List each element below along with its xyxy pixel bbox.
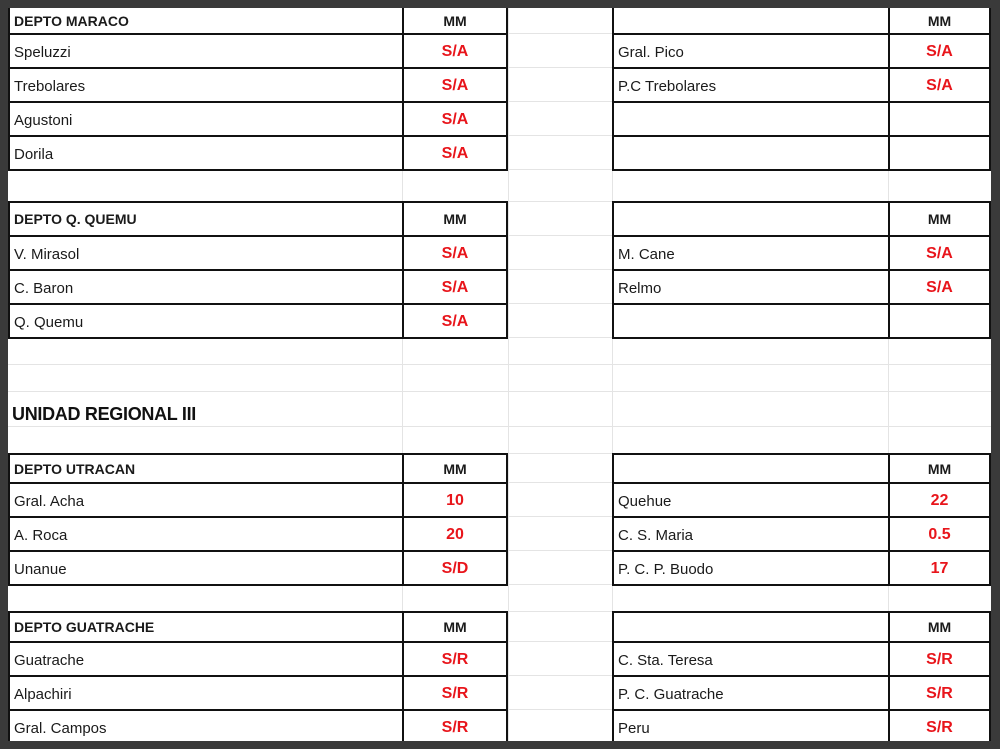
block-header (8, 201, 991, 235)
station-name: P.C Trebolares (612, 67, 890, 103)
station-name: Trebolares (8, 67, 404, 103)
dept-title: DEPTO MARACO (8, 8, 404, 35)
block-header (8, 611, 991, 641)
rain-value: S/A (402, 303, 508, 339)
station-name: A. Roca (8, 516, 404, 552)
rain-value: 10 (402, 482, 508, 518)
table-row (8, 675, 991, 709)
dept-title: DEPTO UTRACAN (8, 453, 404, 484)
spreadsheet (8, 8, 991, 741)
rain-value: S/R (402, 641, 508, 677)
station-name (612, 303, 890, 339)
table-row (8, 641, 991, 675)
rain-value: S/A (402, 67, 508, 103)
rain-value: S/A (402, 135, 508, 171)
unit-header: MM (402, 201, 508, 237)
station-name: P. C. Guatrache (612, 675, 890, 711)
right-unit-header: MM (888, 8, 991, 35)
table-row (8, 135, 991, 169)
region-title: UNIDAD REGIONAL III (12, 404, 196, 424)
rain-value: S/A (888, 235, 991, 271)
table-row (8, 550, 991, 584)
table-row (8, 67, 991, 101)
rain-value: S/A (888, 33, 991, 69)
station-name (612, 135, 890, 171)
grid-row-line (8, 364, 991, 365)
table-row (8, 101, 991, 135)
station-name: Alpachiri (8, 675, 404, 711)
grid-row-line (8, 391, 991, 392)
station-name: C. Baron (8, 269, 404, 305)
station-name: M. Cane (612, 235, 890, 271)
station-name: C. Sta. Teresa (612, 641, 890, 677)
station-name: Relmo (612, 269, 890, 305)
station-name: Gral. Campos (8, 709, 404, 741)
station-name: Gral. Acha (8, 482, 404, 518)
station-name: Unanue (8, 550, 404, 586)
rain-value: S/A (402, 101, 508, 137)
rain-value: 20 (402, 516, 508, 552)
rain-value (888, 303, 991, 339)
station-name: Quehue (612, 482, 890, 518)
unit-header: MM (402, 453, 508, 484)
rain-value: S/A (402, 235, 508, 271)
station-name: V. Mirasol (8, 235, 404, 271)
dept-title: DEPTO GUATRACHE (8, 611, 404, 643)
grid-row-line (8, 426, 991, 427)
table-row (8, 269, 991, 303)
station-name: Gral. Pico (612, 33, 890, 69)
rain-value: 0.5 (888, 516, 991, 552)
block-header (8, 8, 991, 35)
station-name: C. S. Maria (612, 516, 890, 552)
station-name: P. C. P. Buodo (612, 550, 890, 586)
station-name: Guatrache (8, 641, 404, 677)
station-name: Agustoni (8, 101, 404, 137)
station-name: Q. Quemu (8, 303, 404, 339)
rain-value: S/D (402, 550, 508, 586)
rain-value: S/R (888, 709, 991, 741)
rain-value: S/R (888, 675, 991, 711)
table-row (8, 33, 991, 67)
rain-value: S/A (402, 269, 508, 305)
rain-value: S/A (888, 67, 991, 103)
dept-title: DEPTO Q. QUEMU (8, 201, 404, 237)
station-name: Peru (612, 709, 890, 741)
right-header-blank (612, 611, 890, 643)
table-row (8, 303, 991, 337)
table-row (8, 235, 991, 269)
station-name: Dorila (8, 135, 404, 171)
unit-header: MM (402, 611, 508, 643)
right-header-blank (612, 8, 890, 35)
station-name (612, 101, 890, 137)
block-header (8, 453, 991, 482)
right-unit-header: MM (888, 201, 991, 237)
rain-value: S/R (402, 675, 508, 711)
rain-value: 17 (888, 550, 991, 586)
rain-value: S/A (402, 33, 508, 69)
rain-value: S/R (402, 709, 508, 741)
station-name: Speluzzi (8, 33, 404, 69)
right-unit-header: MM (888, 611, 991, 643)
rain-value (888, 135, 991, 171)
rain-value: 22 (888, 482, 991, 518)
table-row (8, 516, 991, 550)
right-header-blank (612, 201, 890, 237)
unit-header: MM (402, 8, 508, 35)
rain-value: S/A (888, 269, 991, 305)
right-unit-header: MM (888, 453, 991, 484)
table-row (8, 482, 991, 516)
rain-value (888, 101, 991, 137)
right-header-blank (612, 453, 890, 484)
table-row (8, 709, 991, 741)
rain-value: S/R (888, 641, 991, 677)
